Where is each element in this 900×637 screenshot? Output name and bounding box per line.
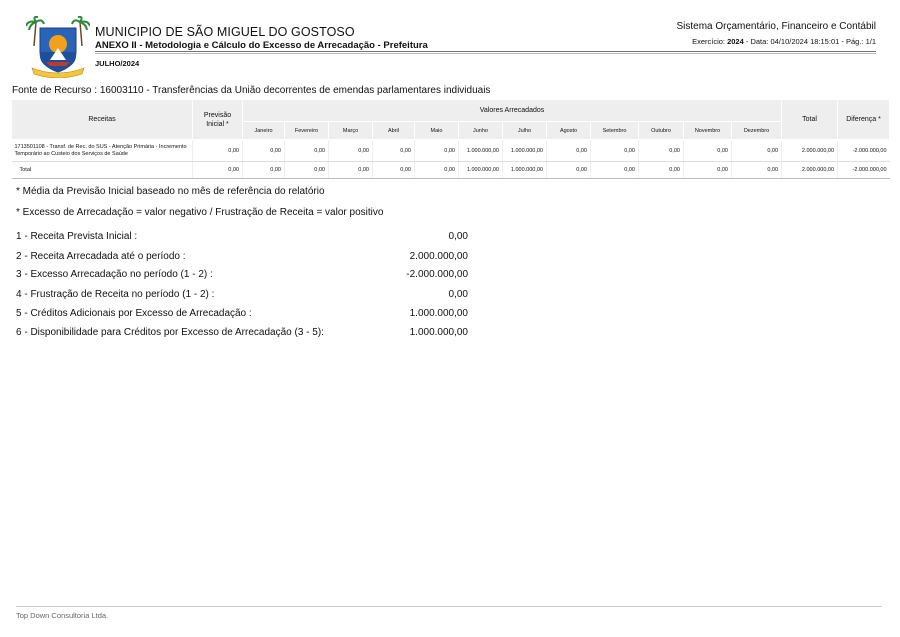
column-header-receitas: Receitas xyxy=(12,100,193,140)
total-row xyxy=(12,162,890,179)
column-header-diferenca: Diferença * xyxy=(838,100,890,140)
total-month-value: 0,00 xyxy=(415,162,459,179)
month-header: Fevereiro xyxy=(285,122,329,140)
report-meta xyxy=(692,37,876,46)
month-header: Junho xyxy=(459,122,503,140)
month-header: Janeiro xyxy=(243,122,285,140)
note-previsao: * Média da Previsão Inicial baseado no mês de referência do relatório xyxy=(16,186,325,197)
row-month-value: 0,00 xyxy=(639,140,684,162)
row-month-value: 1.000.000,00 xyxy=(503,140,547,162)
page-number: Pág.: 1/1 xyxy=(845,37,876,46)
municipal-coat-of-arms-icon xyxy=(26,16,90,78)
report-period: JULHO/2024 xyxy=(95,59,140,68)
row-diferenca: -2.000.000,00 xyxy=(838,140,890,162)
total-month-value: 0,00 xyxy=(285,162,329,179)
month-header: Agosto xyxy=(547,122,591,140)
row-month-value: 0,00 xyxy=(329,140,373,162)
summary-label: 4 - Frustração de Receita no período (1 - 2) : xyxy=(16,289,215,300)
total-month-value: 0,00 xyxy=(591,162,639,179)
footer-divider xyxy=(16,606,882,607)
total-month-value: 0,00 xyxy=(547,162,591,179)
revenue-table xyxy=(11,99,890,179)
summary-value: 2.000.000,00 xyxy=(409,251,468,262)
month-header: Maio xyxy=(415,122,459,140)
total-month-value: 0,00 xyxy=(243,162,285,179)
table-row xyxy=(12,140,890,162)
row-total: 2.000.000,00 xyxy=(782,140,838,162)
month-header: Dezembro xyxy=(732,122,782,140)
total-previsao: 0,00 xyxy=(193,162,243,179)
report-header xyxy=(0,0,900,80)
row-month-value: 0,00 xyxy=(732,140,782,162)
summary-label: 5 - Créditos Adicionais por Excesso de Arrecadação : xyxy=(16,308,252,319)
total-month-value: 0,00 xyxy=(639,162,684,179)
column-header-total: Total xyxy=(782,100,838,140)
row-month-value: 0,00 xyxy=(591,140,639,162)
summary-label: 1 - Receita Prevista Inicial : xyxy=(16,231,138,242)
summary-label: 3 - Excesso Arrecadação no período (1 - 2) : xyxy=(16,269,213,280)
row-month-value: 0,00 xyxy=(373,140,415,162)
total-month-value: 1.000.000,00 xyxy=(503,162,547,179)
total-label: Total xyxy=(12,162,193,179)
summary-value: -2.000.000,00 xyxy=(406,269,468,280)
row-month-value: 0,00 xyxy=(415,140,459,162)
total-total: 2.000.000,00 xyxy=(782,162,838,179)
header-divider xyxy=(95,51,876,52)
total-month-value: 0,00 xyxy=(684,162,732,179)
system-title: Sistema Orçamentário, Financeiro e Contábil xyxy=(676,21,876,32)
exercise-year: 2024 xyxy=(727,37,744,46)
row-month-value: 0,00 xyxy=(243,140,285,162)
footer-company: Top Down Consultoria Ltda. xyxy=(16,611,109,620)
summary-value: 0,00 xyxy=(448,231,468,242)
column-header-valores: Valores Arrecadados xyxy=(243,100,782,122)
month-header: Setembro xyxy=(591,122,639,140)
row-month-value: 1.000.000,00 xyxy=(459,140,503,162)
note-excesso: * Excesso de Arrecadação = valor negativo / Frustração de Receita = valor positivo xyxy=(16,207,384,218)
total-month-value: 1.000.000,00 xyxy=(459,162,503,179)
column-header-previsao: Previsão Inicial * xyxy=(193,100,243,140)
summary-value: 0,00 xyxy=(448,289,468,300)
header-divider-secondary xyxy=(95,53,876,54)
report-title: ANEXO II - Metodologia e Cálculo do Excesso de Arrecadação - Prefeitura xyxy=(95,40,428,51)
row-month-value: 0,00 xyxy=(547,140,591,162)
summary-value: 1.000.000,00 xyxy=(409,308,468,319)
month-header: Julho xyxy=(503,122,547,140)
row-description: 1713501108 - Transf. de Rec. do SUS - Atenção Primária - Incremento Temporário ao Custeio dos Serviços de Saúde xyxy=(12,140,193,162)
summary-label: 2 - Receita Arrecadada até o período : xyxy=(16,251,186,262)
summary-label: 6 - Disponibilidade para Créditos por Excesso de Arrecadação (3 - 5): xyxy=(16,327,324,338)
fonte-recurso: Fonte de Recurso : 16003110 - Transferências da União decorrentes de emendas parlamentares individuais xyxy=(12,85,491,96)
month-header: Abril xyxy=(373,122,415,140)
month-header: Novembro xyxy=(684,122,732,140)
total-month-value: 0,00 xyxy=(329,162,373,179)
row-month-value: 0,00 xyxy=(285,140,329,162)
row-month-value: 0,00 xyxy=(684,140,732,162)
summary-value: 1.000.000,00 xyxy=(409,327,468,338)
total-month-value: 0,00 xyxy=(373,162,415,179)
exercise-label: Exercício: xyxy=(692,37,725,46)
total-diferenca: -2.000.000,00 xyxy=(838,162,890,179)
row-previsao: 0,00 xyxy=(193,140,243,162)
month-header: Março xyxy=(329,122,373,140)
report-date: - Data: 04/10/2024 18:15:01 - xyxy=(745,37,844,46)
total-month-value: 0,00 xyxy=(732,162,782,179)
municipality-name: MUNICIPIO DE SÃO MIGUEL DO GOSTOSO xyxy=(95,25,355,39)
month-header: Outubro xyxy=(639,122,684,140)
